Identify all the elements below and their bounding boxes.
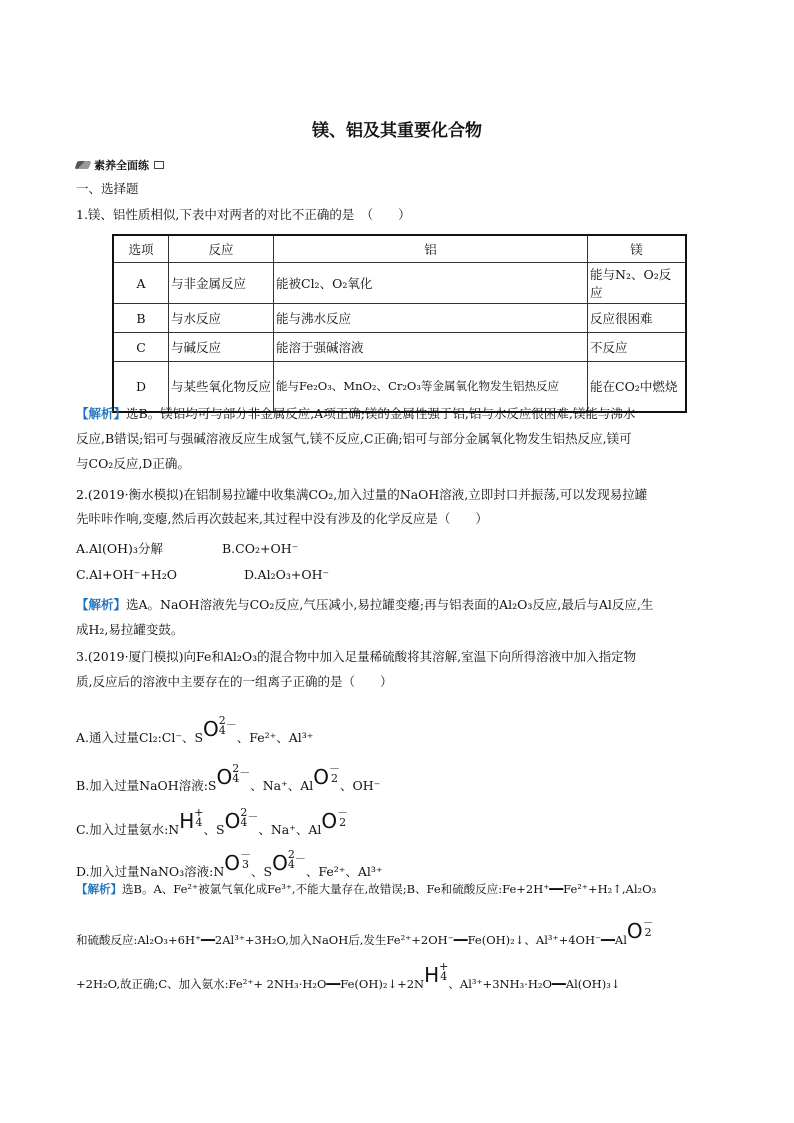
table-header: 铝 <box>274 235 588 263</box>
ion-sulfate: 2 4 <box>240 806 248 829</box>
table-cell: 能被Cl₂、O₂氧化 <box>274 263 588 304</box>
q3-analysis-line <box>76 880 656 898</box>
table-row <box>113 362 686 412</box>
analysis-label: 【解析】 <box>76 882 122 896</box>
q3-option-d <box>76 850 383 881</box>
analysis-text: 选B。A、Fe²⁺被氯气氧化成Fe³⁺,不能大量存在,故错误;B、Fe和硫酸反应:Fe+2H⁺━━Fe²⁺+H₂↑,Al₂O₃ <box>122 882 657 896</box>
box-icon <box>154 161 164 169</box>
ion-charge: － <box>247 810 259 823</box>
option-text: C.加入过量氨水:N <box>76 822 180 837</box>
table-cell: 能与Fe₂O₃、MnO₂、Cr₂O₃等金属氧化物发生铝热反应 <box>274 362 588 412</box>
option-text: D.加入过量NaNO₃溶液:N <box>76 864 225 879</box>
option-text: B.加入过量NaOH溶液:S <box>76 778 217 793</box>
ion-aluminate: － 2 <box>337 806 349 829</box>
q3-analysis-line <box>76 918 654 949</box>
analysis-text: 、Al³⁺+3NH₃·H₂O━━Al(OH)₃↓ <box>448 977 621 991</box>
option-text: 、Na⁺、Al <box>258 822 322 837</box>
table-cell: 与某些氧化物反应 <box>169 362 274 412</box>
ion-symbol: O <box>224 851 241 875</box>
table-cell: 反应很困难 <box>588 304 687 333</box>
analysis-text: 选B。镁铝均可与部分非金属反应,A项正确;镁的金属性强于铝,铝与水反应很困难,镁能与沸水 <box>126 406 636 421</box>
analysis-label: 【解析】 <box>76 406 127 421</box>
table-cell: A <box>113 263 169 304</box>
option-text: 、Fe²⁺、Al³⁺ <box>236 730 314 745</box>
ion-symbol: H <box>179 809 195 833</box>
option-text: 、Na⁺、Al <box>250 778 314 793</box>
section-heading: 一、选择题 <box>76 181 139 196</box>
ion-symbol: O <box>272 851 288 875</box>
q2-stem-line: 2.(2019·衡水模拟)在铝制易拉罐中收集满CO₂,加入过量的NaOH溶液,立即封口并振荡,可以发现易拉罐 <box>76 487 648 502</box>
q3-stem-line: 质,反应后的溶液中主要存在的一组离子正确的是（ ） <box>76 674 393 689</box>
ion-ammonium: + 4 <box>439 960 449 983</box>
table-cell: 不反应 <box>588 333 687 362</box>
table-cell: 与碱反应 <box>169 333 274 362</box>
table-row <box>113 263 686 304</box>
table-cell: 能与沸水反应 <box>274 304 588 333</box>
ion-charge: － <box>294 852 306 865</box>
table-cell: C <box>113 333 169 362</box>
analysis-text: +2H₂O,故正确;C、加入氨水:Fe²⁺+ 2NH₃·H₂O━━Fe(OH)₂↓+2N <box>76 977 425 991</box>
q3-option-c <box>76 808 348 839</box>
table-cell: 与水反应 <box>169 304 274 333</box>
ion-sulfate: 2 4 <box>218 714 226 737</box>
ion-symbol: O <box>626 919 643 943</box>
option-text: 、OH⁻ <box>340 778 381 793</box>
ion-sulfate: 2 4 <box>232 762 240 785</box>
ion-sulfate: 2 4 <box>287 848 295 871</box>
ion-aluminate: － 2 <box>329 762 340 785</box>
q2-option-d: D.Al₂O₃+OH⁻ <box>244 567 330 582</box>
analysis-text: 选A。NaOH溶液先与CO₂反应,气压减小,易拉罐变瘪;再与铝表面的Al₂O₃反应,最后与Al反应,生 <box>126 597 654 612</box>
ion-nitrate: － 3 <box>240 848 252 871</box>
section-badge <box>76 157 164 173</box>
option-text: A.通入过量Cl₂:Cl⁻、S <box>76 730 204 745</box>
ion-charge: － <box>225 718 237 731</box>
comparison-table <box>112 234 687 413</box>
table-cell: B <box>113 304 169 333</box>
ion-symbol: H <box>424 963 440 987</box>
q1-analysis-line: 与CO₂反应,D正确。 <box>76 456 190 471</box>
q2-option-b: B.CO₂+OH⁻ <box>222 541 299 556</box>
q2-option-c: C.Al+OH⁻+H₂O <box>76 567 177 582</box>
q1-stem: 1.镁、铝性质相似,下表中对两者的对比不正确的是 （ ） <box>76 207 411 222</box>
q3-option-a <box>76 716 313 747</box>
q3-analysis-line <box>76 962 620 993</box>
q2-option-a: A.Al(OH)₃分解 <box>76 541 163 556</box>
table-header-row <box>113 235 686 263</box>
ion-charge: － <box>239 766 251 779</box>
q1-analysis-line <box>76 405 635 423</box>
page-title: 镁、铝及其重要化合物 <box>312 121 482 141</box>
ion-symbol: O <box>321 809 338 833</box>
table-cell: 与非金属反应 <box>169 263 274 304</box>
table-header: 选项 <box>113 235 169 263</box>
q3-stem-line: 3.(2019·厦门模拟)向Fe和Al₂O₃的混合物中加入足量稀硫酸将其溶解,室温下向所得溶液中加入指定物 <box>76 649 637 664</box>
q1-analysis-line: 反应,B错误;铝可与强碱溶液反应生成氢气,镁不反应,C正确;铝可与部分金属氧化物发生铝热反应,镁可 <box>76 431 632 446</box>
ion-symbol: O <box>313 765 329 789</box>
ion-symbol: O <box>203 717 219 741</box>
section-badge-label: 素养全面练 <box>94 159 149 172</box>
ion-symbol: O <box>216 765 233 789</box>
option-text: 、Fe²⁺、Al³⁺ <box>305 864 383 879</box>
table-row <box>113 304 686 333</box>
pencil-icon <box>75 161 92 169</box>
option-text: 、S <box>203 822 225 837</box>
table-cell: 能与N₂、O₂反应 <box>588 263 687 304</box>
table-cell: 能溶于强碱溶液 <box>274 333 588 362</box>
table-header: 镁 <box>588 235 687 263</box>
ion-symbol: O <box>224 809 241 833</box>
q3-option-b <box>76 764 380 795</box>
option-text: 、S <box>251 864 273 879</box>
table-header: 反应 <box>169 235 274 263</box>
q2-analysis-line: 成H₂,易拉罐变鼓。 <box>76 622 184 637</box>
analysis-label: 【解析】 <box>76 597 127 612</box>
table-cell: D <box>113 362 169 412</box>
q2-stem-line: 先咔咔作响,变瘪,然后再次鼓起来,其过程中没有涉及的化学反应是（ ） <box>76 511 488 526</box>
table-cell: 能在CO₂中燃烧 <box>588 362 687 412</box>
analysis-text: 和硫酸反应:Al₂O₃+6H⁺━━2Al³⁺+3H₂O,加入NaOH后,发生Fe²⁺+2OH⁻━━Fe(OH)₂↓、Al³⁺+4OH⁻━━Al <box>76 933 627 947</box>
ion-aluminate: － 2 <box>642 916 654 939</box>
q2-analysis-line <box>76 596 653 614</box>
ion-ammonium: + 4 <box>194 806 204 829</box>
table-row <box>113 333 686 362</box>
